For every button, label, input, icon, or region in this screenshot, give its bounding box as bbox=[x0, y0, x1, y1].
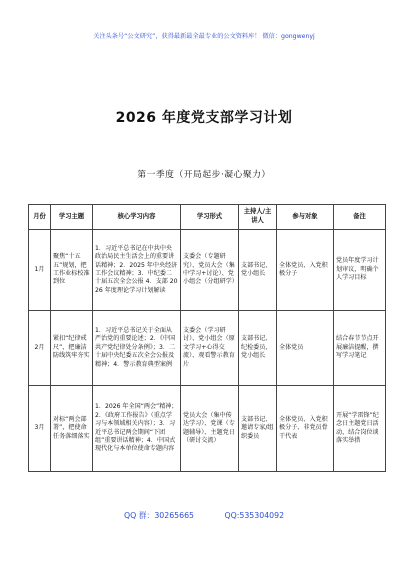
cell-theme: 紧扣“纪律戒尺”，把廉洁防线筑牢夯实 bbox=[51, 311, 93, 386]
footer-qq: QQ:535304092 bbox=[224, 511, 285, 520]
header-theme: 学习主题 bbox=[51, 205, 93, 230]
table-row bbox=[29, 230, 386, 311]
header-form: 学习形式 bbox=[181, 205, 239, 230]
cell-content: 1．习近平总书记关于全面从严治党的重要论述；2．《中国共产党纪律处分条例》；3．二十届中央纪委五次全会公报及精神；4．警示教育典型案例 bbox=[93, 311, 181, 386]
table-header-row bbox=[29, 205, 386, 230]
document-title: 2026 年度党支部学习计划 bbox=[115, 110, 293, 126]
cell-host: 支部书记、纪检委员、党小组长 bbox=[239, 311, 277, 386]
cell-theme: 对标“两会部署”，把使命任务落细落实 bbox=[51, 386, 93, 472]
table-row bbox=[29, 311, 386, 386]
table-row bbox=[29, 386, 386, 472]
study-plan-table bbox=[28, 204, 386, 472]
header-participants: 参与对象 bbox=[277, 205, 334, 230]
cell-host: 支部书记、党小组长 bbox=[239, 230, 277, 311]
cell-note: 党员年度学习计划审议，明确个人学习目标 bbox=[334, 230, 386, 311]
cell-host: 支部书记、邀请专家/组织委员 bbox=[239, 386, 277, 472]
cell-participants: 全体党员、入党积极分子、非党员骨干代表 bbox=[277, 386, 334, 472]
cell-participants: 全体党员 bbox=[277, 311, 334, 386]
cell-form: 支委会（学习研讨）、党小组会（原文学习+心得交流）、观看警示教育片 bbox=[181, 311, 239, 386]
cell-note: 结合春节节点开展廉洁提醒，撰写学习笔记 bbox=[334, 311, 386, 386]
header-note: 备注 bbox=[334, 205, 386, 230]
cell-participants: 全体党员、入党积极分子 bbox=[277, 230, 334, 311]
header-host: 主持人/主讲人 bbox=[239, 205, 277, 230]
cell-month: 3月 bbox=[29, 386, 51, 472]
cell-form: 支委会（专题研究）、党员大会（集中学习+讨论）、党小组会（分组研学） bbox=[181, 230, 239, 311]
footer-qq-group: QQ 群：30265665 bbox=[123, 511, 194, 520]
footer-contact bbox=[0, 510, 408, 521]
cell-content: 1．习近平总书记在中共中央政治局民主生活会上的重要讲话精神；2．2025 年中央经济工作会议精神；3．中纪委二十届五次全会公报 4．支部 2026 年度理论学习计划解读 bbox=[93, 230, 181, 311]
header-note: 关注头条号“公文研究”，获得最新最全最专业的公文资料库！ 微信：gongwenyj bbox=[93, 33, 315, 40]
cell-content: 1．2026 年全国“两会”精神；2．《政府工作报告》（重点学习与本领域相关内容）；3．习近平总书记两会期间“下团组”重要讲话精神；4．中国式现代化与本单位使命专题内容 bbox=[93, 386, 181, 472]
cell-month: 1月 bbox=[29, 230, 51, 311]
header-content: 核心学习内容 bbox=[93, 205, 181, 230]
cell-note: 开展“学雷锋”纪念日主题党日活动，结合岗位谈落实举措 bbox=[334, 386, 386, 472]
header-month: 月份 bbox=[29, 205, 51, 230]
cell-month: 2月 bbox=[29, 311, 51, 386]
cell-theme: 聚焦“十五五”规划，把工作业标校准到位 bbox=[51, 230, 93, 311]
cell-form: 党员大会（集中传达学习）、党课（专题辅导）、主题党日（研讨交流） bbox=[181, 386, 239, 472]
quarter-title: 第一季度（开局起步·凝心聚力） bbox=[137, 170, 271, 180]
